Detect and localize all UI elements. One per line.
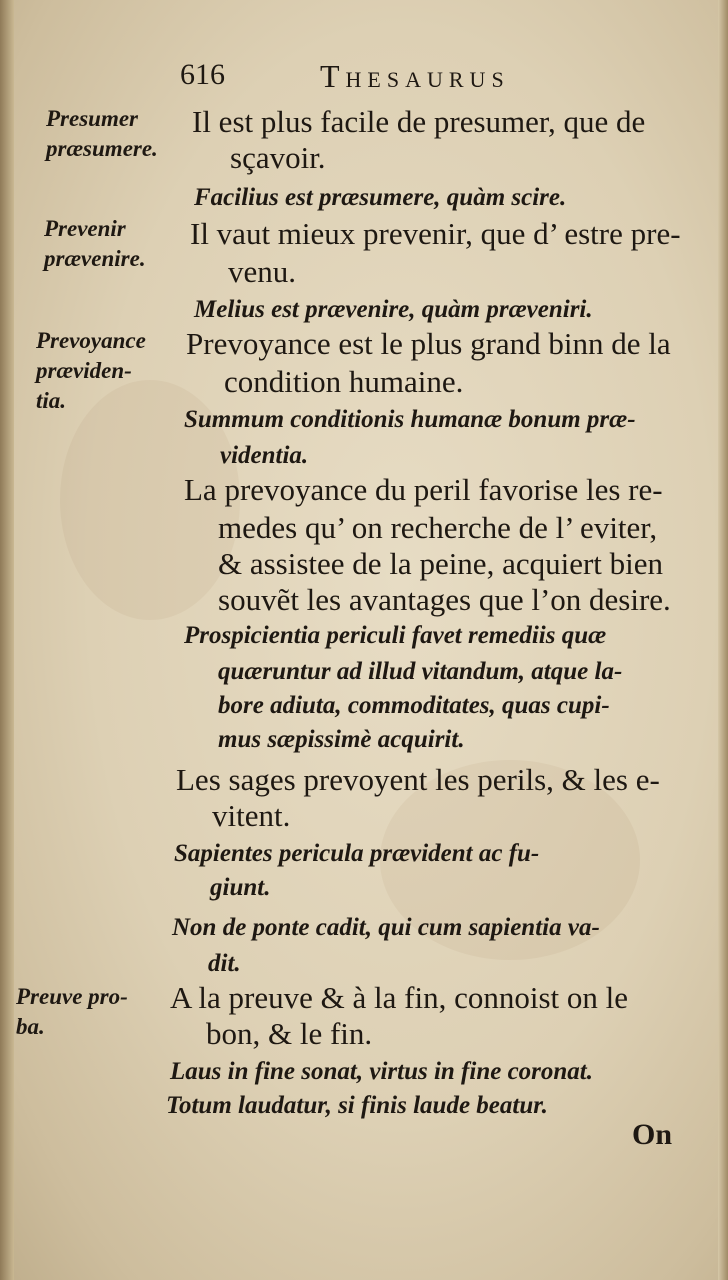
running-title: Thesaurus [320, 58, 510, 94]
latin-line: Non de ponte cadit, qui cum sapientia va- [172, 914, 600, 941]
french-line: condition humaine. [224, 364, 464, 399]
french-line: venu. [228, 254, 297, 289]
latin-line: videntia. [220, 442, 309, 469]
margin-keyword: Prevoyance præviden- tia. [36, 328, 146, 413]
page-right-edge [718, 0, 728, 1280]
french-line: sçavoir. [230, 140, 326, 175]
latin-line: Melius est prævenire, quàm præveniri. [194, 296, 593, 323]
latin-line: quæruntur ad illud vitandum, atque la- [218, 658, 623, 685]
margin-keyword: Prevenir prævenire. [44, 216, 146, 271]
french-line: Les sages prevoyent les perils, & les e- [176, 762, 660, 797]
french-line: Il vaut mieux prevenir, que d’ estre pre- [190, 216, 681, 251]
french-line: souvẽt les avantages que l’on desire. [218, 582, 671, 617]
french-line: vitent. [212, 798, 291, 833]
page-number: 616 [180, 58, 225, 91]
latin-line: Facilius est præsumere, quàm scire. [194, 184, 567, 211]
french-line: A la preuve & à la fin, connoist on le [170, 980, 628, 1015]
french-line: Prevoyance est le plus grand binn de la [186, 326, 671, 361]
french-line: medes qu’ on recherche de l’ eviter, [218, 510, 658, 545]
margin-keyword: Presumer præsumere. [46, 106, 158, 161]
latin-line: Prospicientia periculi favet remediis quæ [184, 622, 607, 649]
page-header [180, 58, 640, 98]
french-line: Il est plus facile de presumer, que de [192, 104, 646, 139]
latin-line: Totum laudatur, si finis laude beatur. [166, 1092, 548, 1119]
page-left-edge [0, 0, 14, 1280]
latin-line: dit. [208, 950, 241, 977]
latin-line: giunt. [210, 874, 271, 901]
latin-line: bore adiuta, commoditates, quas cupi- [218, 692, 610, 719]
latin-line: Summum conditionis humanæ bonum præ- [184, 406, 636, 433]
latin-line: mus sæpissimè acquirit. [218, 726, 465, 753]
latin-line: Sapientes pericula prævident ac fu- [174, 840, 540, 867]
french-line: bon, & le fin. [206, 1016, 373, 1051]
french-line: La prevoyance du peril favorise les re- [184, 472, 663, 507]
latin-line: Laus in fine sonat, virtus in fine coronat. [170, 1058, 593, 1085]
french-line: & assistee de la peine, acquiert bien [218, 546, 664, 581]
margin-keyword: Preuve pro- ba. [16, 984, 128, 1039]
catchword: On [632, 1118, 673, 1151]
